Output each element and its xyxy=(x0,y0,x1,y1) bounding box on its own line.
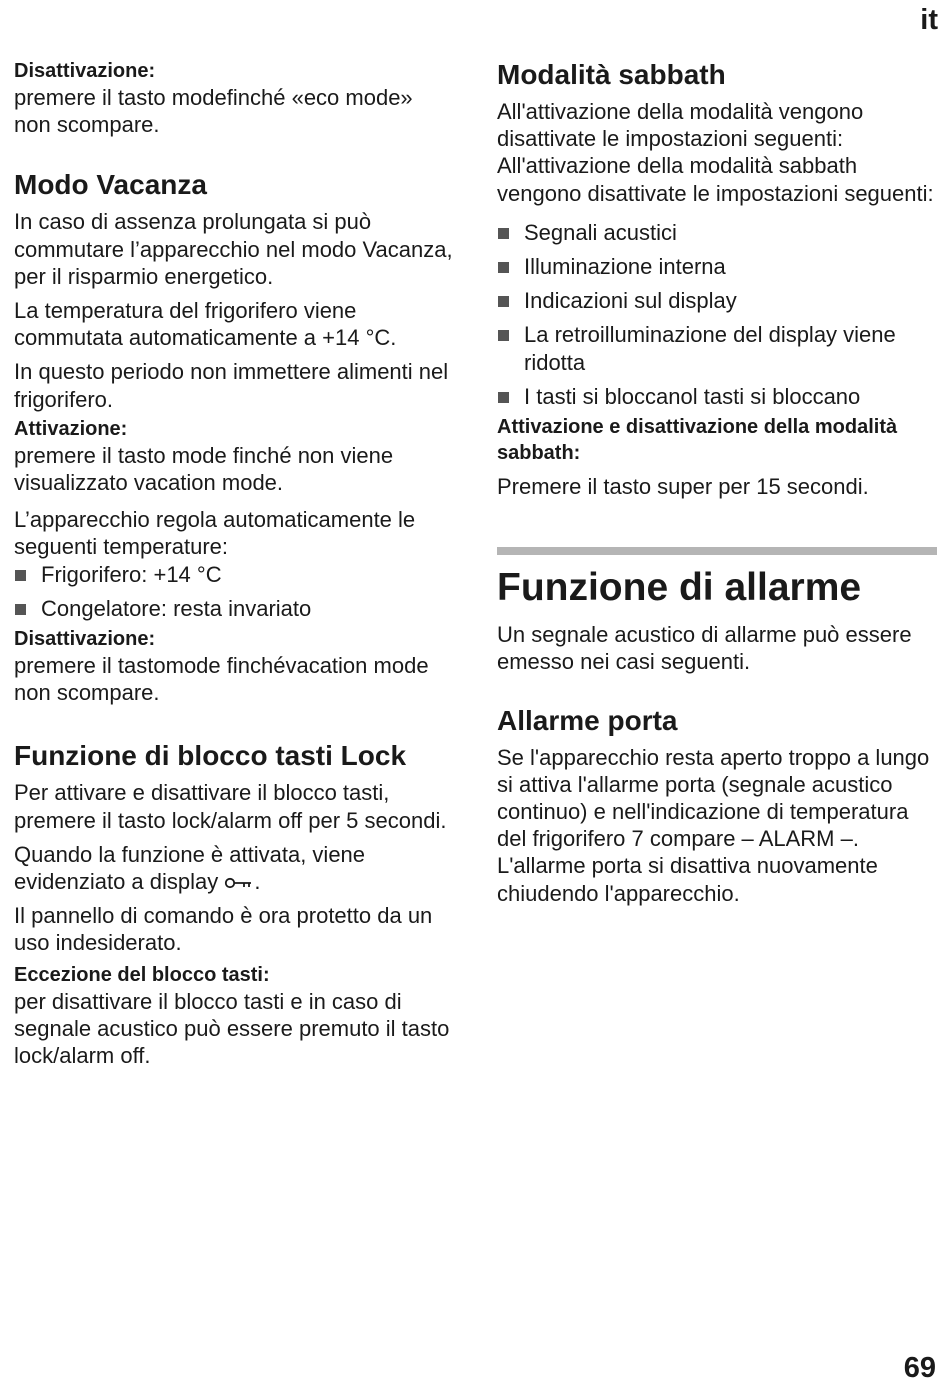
square-bullet-icon xyxy=(498,330,509,341)
vacation-paragraph-4: L’apparecchio regola automaticamente le seguenti temperature: xyxy=(14,507,416,560)
list-item xyxy=(497,253,937,280)
list-item xyxy=(497,321,937,375)
list-item xyxy=(14,595,454,622)
sabbath-title: Modalità sabbath xyxy=(497,59,726,90)
list-item xyxy=(497,383,937,410)
key-icon xyxy=(224,868,254,895)
lock-exception-heading: Eccezione del blocco tasti: xyxy=(14,963,270,986)
lock-paragraph-1: Per attivare e disattivare il blocco tasti, premere il tasto lock/alarm off per 5 secondi. xyxy=(14,780,447,833)
left-column xyxy=(14,58,454,1069)
list-item-text: Illuminazione interna xyxy=(524,254,726,280)
lock-paragraph-3: Il pannello di comando è ora protetto da un uso indesiderato. xyxy=(14,903,433,956)
vacation-deactivation-text: premere il tastomode finchévacation mode non scompare. xyxy=(14,653,429,706)
alarm-title: Funzione di allarme xyxy=(497,566,862,610)
vacation-mode-title: Modo Vacanza xyxy=(14,169,207,201)
vacation-paragraph-2: La temperatura del frigorifero viene commutata automaticamente a +14 °C. xyxy=(14,298,397,351)
lock-paragraph-2-end: . xyxy=(254,869,261,895)
page-number: 69 xyxy=(903,1352,936,1384)
list-item xyxy=(14,561,454,588)
list-item-text: La retroilluminazione del display viene ridotta xyxy=(524,322,896,375)
list-item-text: Congelatore: resta invariato xyxy=(41,595,312,621)
square-bullet-icon xyxy=(498,228,509,239)
vacation-paragraph-3: In questo periodo non immettere alimenti nel frigorifero. xyxy=(14,359,449,412)
square-bullet-icon xyxy=(15,570,26,581)
sabbath-toggle-heading: Attivazione e disattivazione della modalità sabbath: xyxy=(497,416,898,465)
vacation-bullet-list xyxy=(14,561,454,622)
door-alarm-text: Se l'apparecchio resta aperto troppo a lungo si attiva l'allarme porta (segnale acustico continuo) e nell'indicazione di temperatura del frigorifero 7 compare – ALARM –. L'allarme porta si disattiva nuovamente chiudendo l'apparecchio. xyxy=(497,744,930,906)
lock-paragraph-2-text: Quando la funzione è attivata, viene evidenziato a display xyxy=(14,841,366,895)
eco-deactivation-heading: Disattivazione: xyxy=(14,60,156,82)
square-bullet-icon xyxy=(498,392,509,403)
lock-exception-text: per disattivare il blocco tasti e in caso di segnale acustico può essere premuto il tasto lock/alarm off. xyxy=(14,988,450,1069)
right-column xyxy=(497,58,937,907)
alarm-intro: Un segnale acustico di allarme può essere emesso nei casi seguenti. xyxy=(497,622,912,675)
vacation-deactivation-heading: Disattivazione: xyxy=(14,628,156,651)
list-item-text: Frigorifero: +14 °C xyxy=(41,561,222,587)
list-item xyxy=(497,287,937,314)
lock-paragraph-2 xyxy=(14,841,454,895)
language-tag: it xyxy=(920,4,938,36)
section-divider xyxy=(497,547,937,555)
vacation-activation-text: premere il tasto mode finché non viene visualizzato vacation mode. xyxy=(14,442,394,496)
sabbath-toggle-text: Premere il tasto super per 15 secondi. xyxy=(497,474,869,500)
lock-title: Funzione di blocco tasti Lock xyxy=(14,740,407,772)
square-bullet-icon xyxy=(498,296,509,307)
vacation-paragraph-1: In caso di assenza prolungata si può commutare l’apparecchio nel modo Vacanza, per il risparmio energetico. xyxy=(14,209,453,289)
square-bullet-icon xyxy=(498,262,509,273)
list-item-text: Indicazioni sul display xyxy=(524,288,737,314)
list-item xyxy=(497,219,937,246)
sabbath-paragraph-1: All'attivazione della modalità vengono disattivate le impostazioni seguenti: All'attivazione della modalità sabbath vengono disattivate le impostazioni seguenti: xyxy=(497,99,934,206)
sabbath-bullet-list xyxy=(497,219,937,410)
eco-deactivation-text: premere il tasto modefinché «eco mode» non scompare. xyxy=(14,85,413,138)
square-bullet-icon xyxy=(15,604,26,615)
vacation-activation-heading: Attivazione: xyxy=(14,417,128,440)
door-alarm-title: Allarme porta xyxy=(497,704,678,736)
list-item-text: I tasti si bloccanol tasti si bloccano xyxy=(524,383,861,409)
list-item-text: Segnali acustici xyxy=(524,219,677,245)
